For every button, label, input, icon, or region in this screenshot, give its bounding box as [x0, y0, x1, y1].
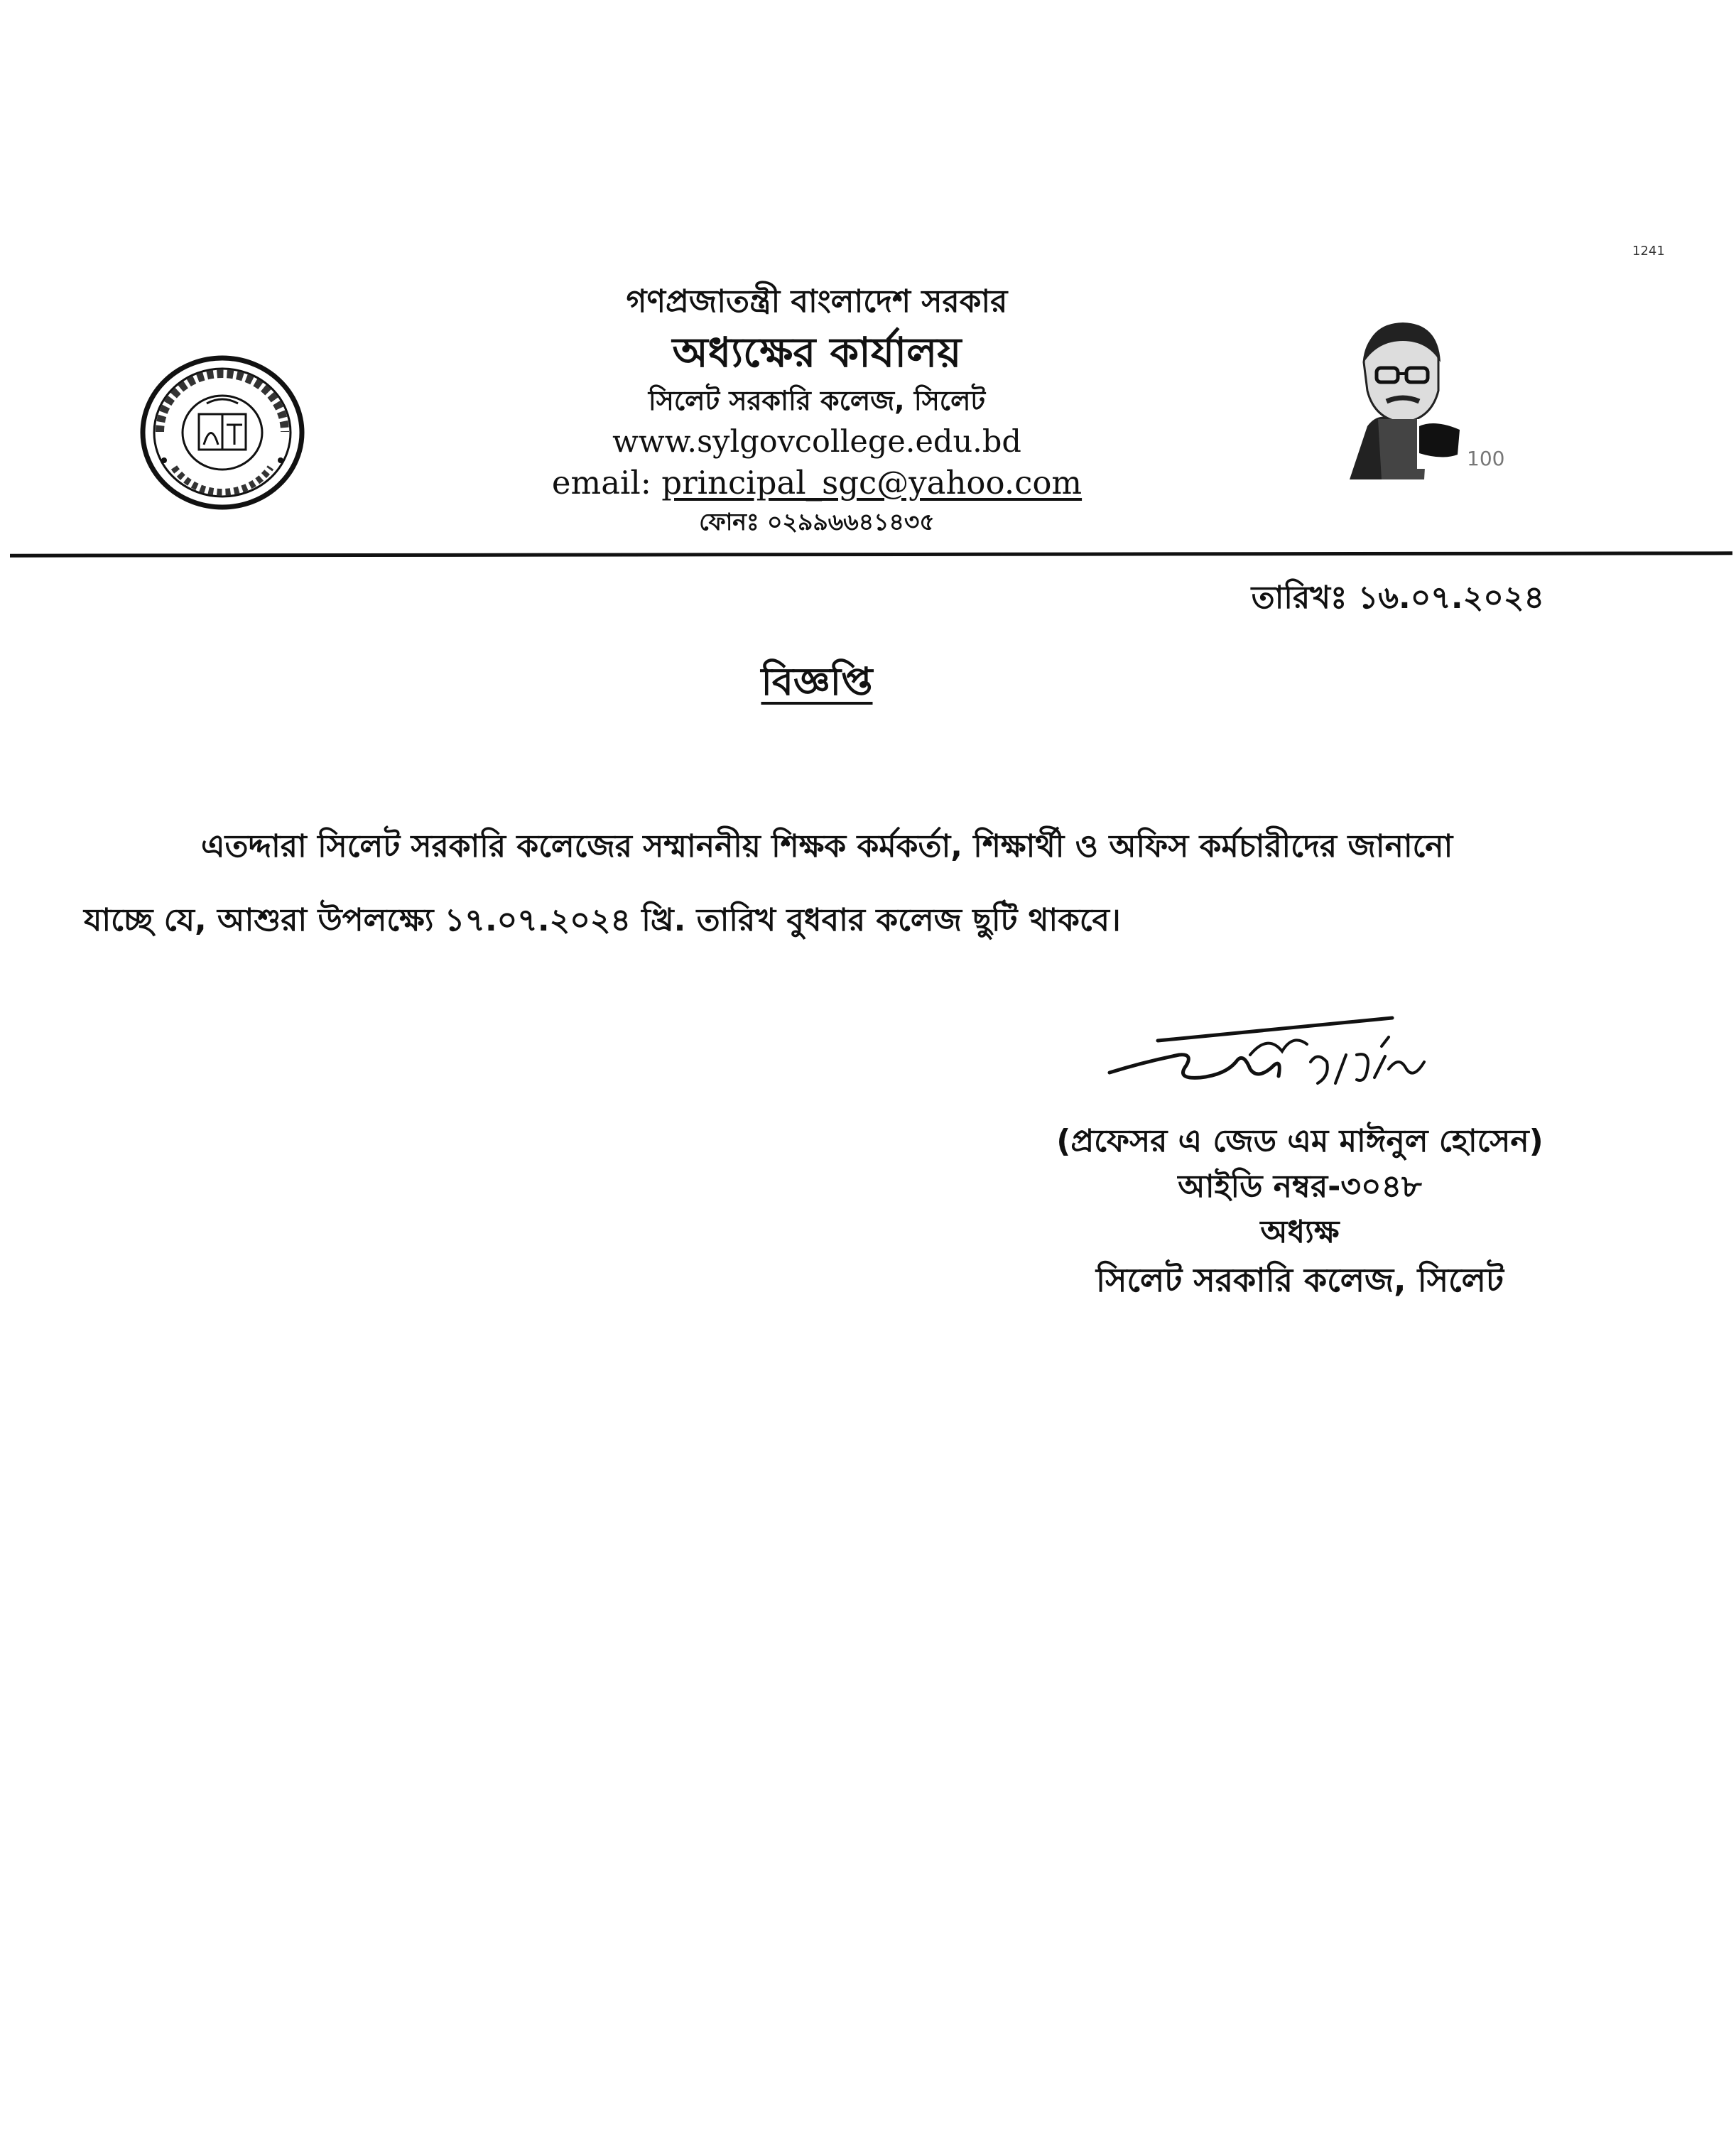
letterhead [497, 273, 1136, 541]
government-name: গণপ্রজাতন্ত্রী বাংলাদেশ সরকার [626, 283, 1008, 320]
notice-title: বিজ্ঞপ্তি [761, 659, 873, 704]
svg-text:100: 100 [1467, 447, 1505, 470]
notice-body [84, 810, 1540, 958]
mujib-centenary-portrait-icon [1335, 313, 1513, 490]
email-line [497, 462, 1136, 504]
website-link[interactable]: www.sylgovcollege.edu.bd [612, 424, 1021, 460]
signatory-name: (প্রফেসর এ জেড এম মাঈনুল হোসেন) [1056, 1123, 1544, 1159]
notice-body-line-2: যাচ্ছে যে, আশুরা উপলক্ষ্যে ১৭.০৭.২০২৪ খ্রি. তারিখ বুধবার কলেজ ছুটি থাকবে। [84, 902, 1121, 938]
notice-body-line-1: এতদ্দারা সিলেট সরকারি কলেজের সম্মাননীয় শিক্ষক কর্মকর্তা, শিক্ষার্থী ও অফিস কর্মচারীদের জানানো [201, 828, 1453, 864]
handwritten-signature-icon [1101, 1012, 1435, 1119]
email-link[interactable]: principal_sgc@yahoo.com [661, 464, 1083, 501]
signatory-id: আইডি নম্বর-৩০৪৮ [1178, 1168, 1422, 1205]
email-label: email: [551, 464, 662, 501]
signatory-title: অধ্যক্ষ [1260, 1214, 1340, 1250]
college-name: সিলেট সরকারি কলেজ, সিলেট [648, 385, 986, 416]
notice-date: তারিখঃ ১৬.০৭.২০২৪ [1251, 580, 1544, 616]
college-seal-icon [139, 354, 306, 511]
signatory-college: সিলেট সরকারি কলেজ, সিলেট [1095, 1261, 1504, 1299]
phone-number: ফোনঃ ০২৯৯৬৬৪১৪৩৫ [699, 508, 935, 536]
header-divider [10, 551, 1732, 557]
page-number: 1241 [1632, 244, 1665, 259]
signatory-block [980, 1119, 1620, 1305]
office-name: অধ্যক্ষের কার্যালয় [672, 328, 962, 376]
